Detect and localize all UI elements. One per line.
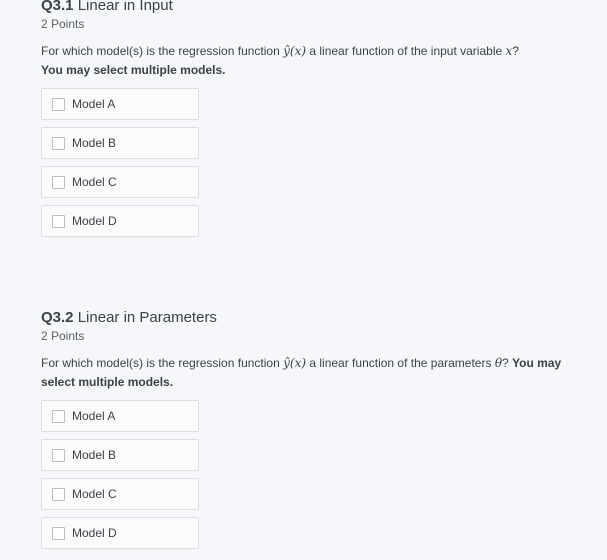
checkbox[interactable] bbox=[52, 410, 65, 423]
option-label: Model C bbox=[72, 175, 117, 189]
prompt-text: For which model(s) is the regression function bbox=[41, 44, 284, 58]
question-prompt bbox=[41, 354, 576, 392]
option-label: Model A bbox=[72, 409, 116, 423]
option-label: Model B bbox=[72, 136, 117, 150]
checkbox[interactable] bbox=[52, 176, 65, 189]
option-model-d[interactable] bbox=[41, 205, 199, 237]
prompt-text: ? bbox=[502, 356, 513, 370]
option-label: Model D bbox=[72, 526, 117, 540]
option-label: Model A bbox=[72, 97, 116, 111]
option-model-d[interactable] bbox=[41, 517, 199, 549]
prompt-emphasis: You may select multiple models. bbox=[41, 63, 226, 77]
option-model-a[interactable] bbox=[41, 88, 199, 120]
prompt-text: a linear function of the parameters bbox=[306, 356, 495, 370]
question-number: Q3.1 bbox=[41, 0, 74, 14]
question-name: Linear in Input bbox=[77, 0, 173, 14]
option-model-c[interactable] bbox=[41, 166, 199, 198]
question-3-2 bbox=[41, 308, 581, 556]
checkbox[interactable] bbox=[52, 527, 65, 540]
question-points: 2 Points bbox=[41, 17, 85, 31]
prompt-emphasis: You may select multiple models. bbox=[41, 356, 562, 389]
checkbox[interactable] bbox=[52, 98, 65, 111]
option-label: Model D bbox=[72, 214, 117, 228]
option-model-a[interactable] bbox=[41, 400, 199, 432]
checkbox[interactable] bbox=[52, 449, 65, 462]
option-list bbox=[41, 400, 581, 549]
question-3-1 bbox=[41, 0, 581, 244]
prompt-text: a linear function of the input variable bbox=[306, 44, 506, 58]
prompt-text: ? bbox=[512, 44, 519, 58]
question-points: 2 Points bbox=[41, 329, 85, 343]
option-label: Model B bbox=[72, 448, 117, 462]
prompt-math-parameter: θ bbox=[494, 356, 503, 370]
option-model-c[interactable] bbox=[41, 478, 199, 510]
prompt-math-function: ŷ(x) bbox=[283, 356, 307, 370]
option-label: Model C bbox=[72, 487, 117, 501]
checkbox[interactable] bbox=[52, 137, 65, 150]
question-title bbox=[41, 0, 581, 15]
checkbox[interactable] bbox=[52, 488, 65, 501]
prompt-math-variable: x bbox=[505, 44, 513, 58]
question-number: Q3.2 bbox=[41, 309, 74, 326]
prompt-math-function: ŷ(x) bbox=[283, 44, 307, 58]
option-model-b[interactable] bbox=[41, 439, 199, 471]
question-name: Linear in Parameters bbox=[77, 309, 217, 326]
question-title bbox=[41, 308, 581, 327]
option-model-b[interactable] bbox=[41, 127, 199, 159]
question-prompt bbox=[41, 42, 576, 80]
checkbox[interactable] bbox=[52, 215, 65, 228]
option-list bbox=[41, 88, 581, 237]
prompt-text: For which model(s) is the regression function bbox=[41, 356, 284, 370]
